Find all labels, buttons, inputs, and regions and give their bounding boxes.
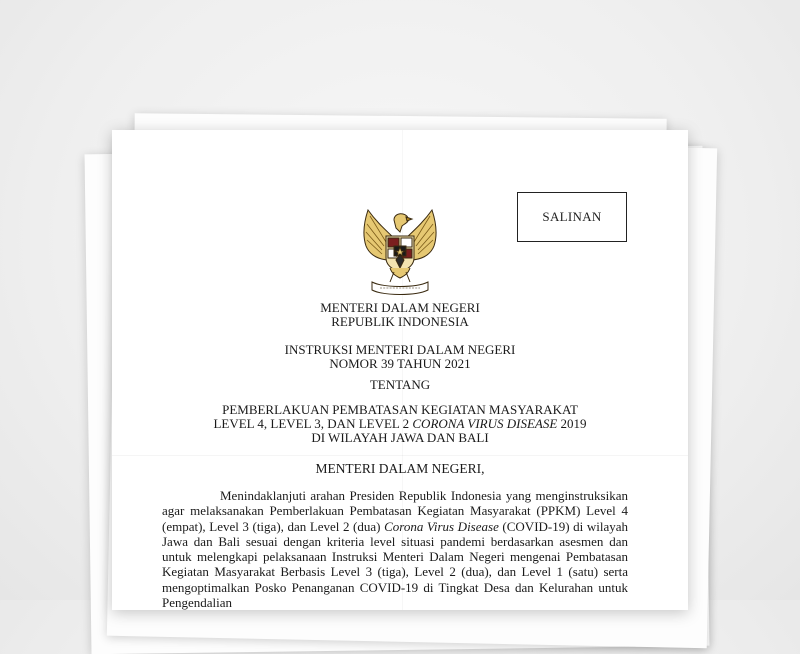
about-label [112,378,688,392]
salinan-label: SALINAN [542,209,602,224]
instruction-title: INSTRUKSI MENTERI DALAM NEGERI [284,342,516,357]
paragraph-text: Menindaklanjuti arahan Presiden Republik Indonesia yang menginstruksikan agar melaksanakan Pemberlakuan Pembatasan Kegiatan Masyarakat (PPKM) Level 4 (empat), Level 3 (tiga), dan Level 2 (dua) [162,488,628,534]
paragraph-text: (COVID-19) di wilayah Jawa dan Bali sesuai dengan kriteria level situasi pandemi berdasarkan asesmen dan untuk melengkapi pelaksanaan Instruksi Menteri Dalam Negeri mengenai Pembatasan Kegiatan Masyarakat Berbasis Level 3 (tiga), Level 2 (dua), dan Level 1 (satu) serta mengoptimalkan Posko Penanganan COVID-19 di Tingkat Desa dan Kelurahan untuk Pengendalian [162,518,628,610]
issuer-heading [112,301,688,329]
fold-crease [112,455,688,456]
instruction-number: NOMOR 39 TAHUN 2021 [329,356,471,371]
subject-heading [112,403,688,445]
subject-line: PEMBERLAKUAN PEMBATASAN KEGIATAN MASYARAKAT [222,402,578,417]
subject-line [112,417,688,431]
salinan-stamp-box [517,192,627,242]
body-paragraph [162,488,628,610]
instruction-heading [112,343,688,371]
issuer-line: MENTERI DALAM NEGERI [320,300,480,315]
issuer-line: REPUBLIK INDONESIA [331,314,469,329]
salutation [112,462,688,476]
subject-text: LEVEL 4, LEVEL 3, DAN LEVEL 2 [213,416,413,431]
subject-line: DI WILAYAH JAWA DAN BALI [311,430,489,445]
salutation-text: MENTERI DALAM NEGERI, [315,461,485,476]
subject-italic: CORONA VIRUS DISEASE [412,416,558,431]
garuda-emblem-icon [350,202,450,298]
paragraph-italic: Corona Virus Disease [384,518,499,534]
about-text: TENTANG [369,377,431,392]
document-page [112,130,688,610]
subject-text: 2019 [557,416,587,431]
